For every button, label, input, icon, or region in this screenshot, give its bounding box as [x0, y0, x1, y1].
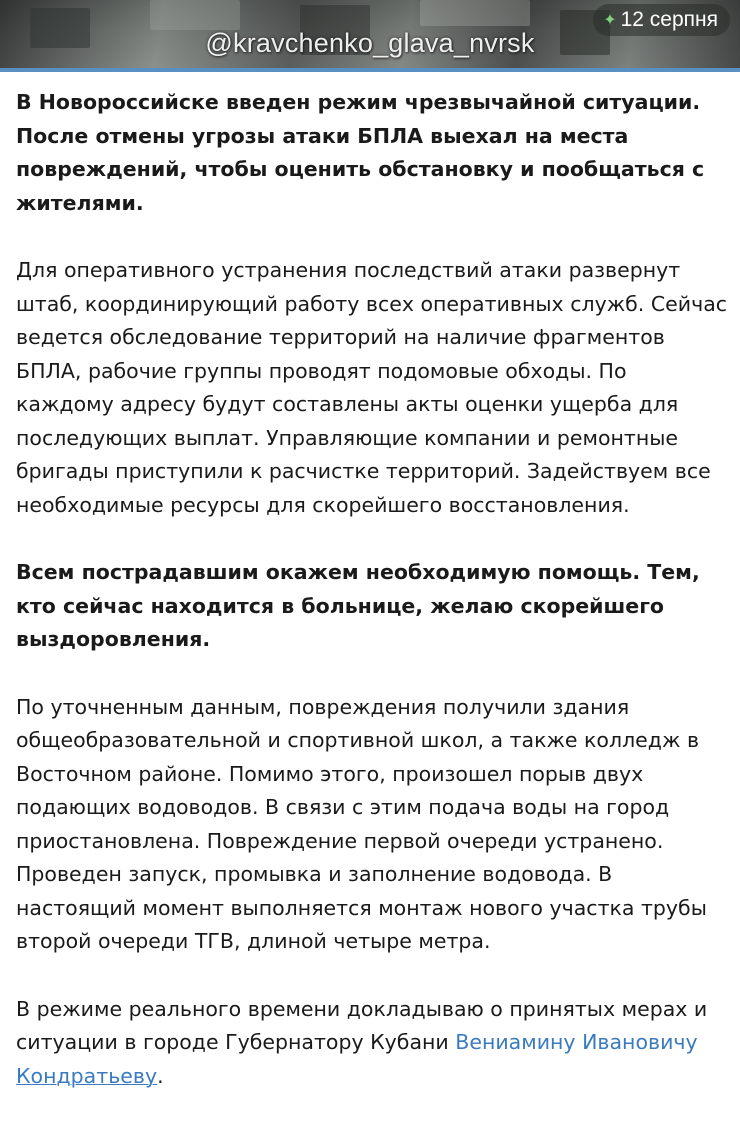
post-paragraph-1: В Новороссийске введен режим чрезвычайной ситуации. После отмены угрозы атаки БПЛА выехал на места повреждений, чтобы оценить обстановку и пообщаться с жителями. — [16, 90, 705, 215]
governor-surname-link[interactable]: Кондратьеву — [16, 1063, 158, 1088]
governor-name-link[interactable]: Вениамину Ивановичу — [455, 1030, 698, 1054]
sparkle-icon: ✦ — [603, 12, 617, 29]
channel-watermark: @kravchenko_glava_nvrsk — [205, 28, 535, 58]
post-date: 12 серпня — [620, 8, 718, 31]
photo-detail — [150, 0, 240, 30]
post-paragraph-3: Всем пострадавшим окажем необходимую помощь. Тем, кто сейчас находится в больнице, желаю скорейшего выздоровления. — [16, 560, 700, 651]
post-paragraph-2: Для оперативного устранения последствий атаки развернут штаб, координирующий работу всех оперативных служб. Сейчас ведется обследование территорий на наличие фрагментов БПЛА, рабочие группы проводят подомовые обходы. По каждому адресу будут составлены акты оценки ущерба для последующих выплат. Управляющие компании и ремонтные бригады приступили к расчистке территорий. Задействуем все необходимые ресурсы для скорейшего восстановления. — [16, 258, 728, 517]
post-photo[interactable] — [0, 0, 740, 70]
post-paragraph-5-text: В режиме реального времени докладываю о принятых мерах и ситуации в городе Губернатору Кубани — [16, 996, 708, 1054]
post-paragraph-5-end: . — [157, 1063, 164, 1088]
photo-detail — [420, 0, 530, 26]
accent-divider — [0, 68, 740, 72]
post-text — [16, 86, 728, 1127]
date-badge — [593, 4, 730, 36]
post-paragraph-5 — [16, 993, 728, 1094]
post-paragraph-4: По уточненным данным, повреждения получили здания общеобразовательной и спортивной школ, а также колледж в Восточном районе. Помимо этого, произошел порыв двух подающих водоводов. В связи с этим подача воды на город приостановлена. Повреждение первой очереди устранено. Проведен запуск, промывка и заполнение водовода. В настоящий момент выполняется монтаж нового участка трубы второй очереди ТГВ, длиной четыре метра. — [16, 694, 707, 953]
